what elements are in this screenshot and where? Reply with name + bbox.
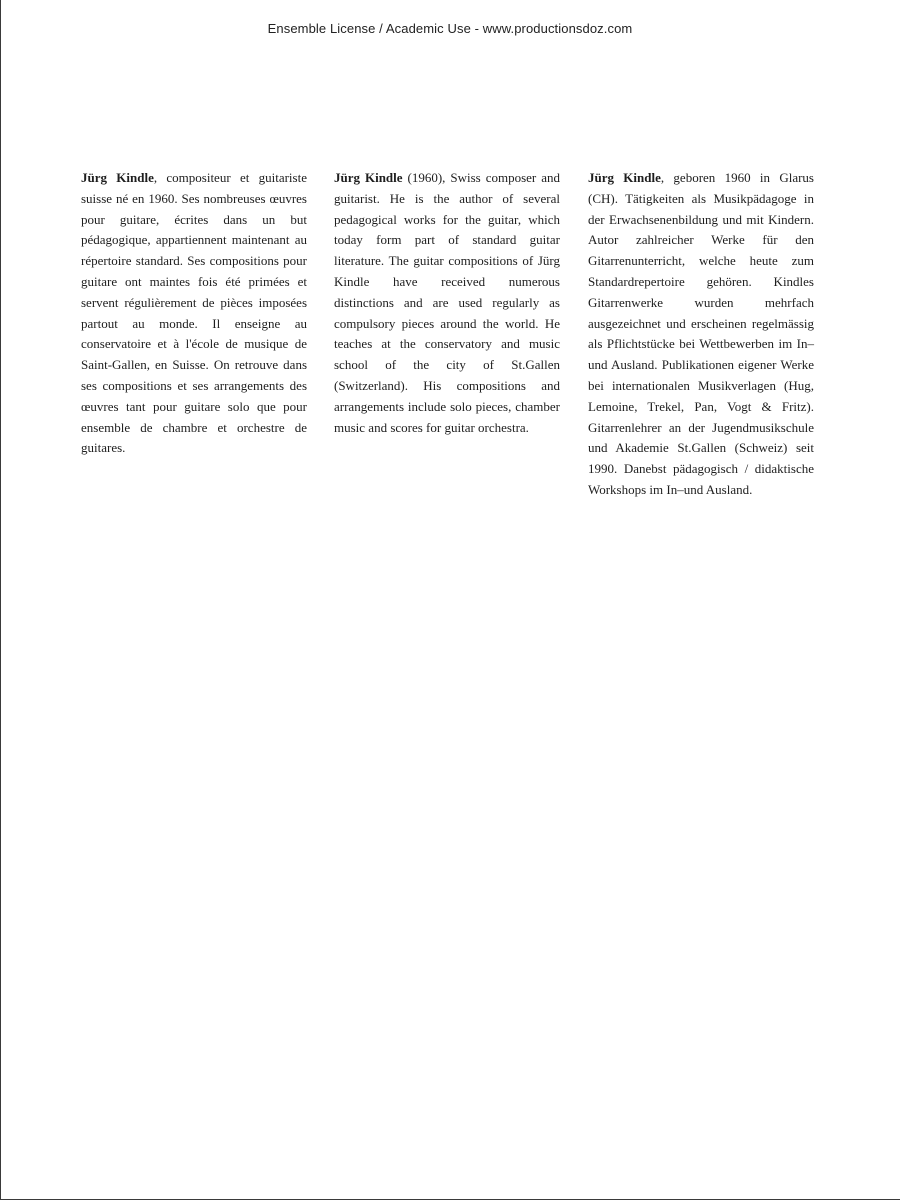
biography-english — [334, 168, 560, 438]
composer-name: Jürg Kindle — [81, 170, 154, 185]
biography-text: , geboren 1960 in Glarus (CH). Tätigkeiten als Musikpädagoge in der Erwachsenenbildung und mit Kindern. Autor zahlreicher Werke für den Gitarrenunterricht, welche heute zum Standardrepertoire gehören. Kindles Gitarrenwerke wurden mehrfach ausgezeichnet und erscheinen regelmässig als Pflichtstücke bei Wettbewerben im In–und Ausland. Publikationen eigener Werke bei internationalen Musikverlagen (Hug, Lemoine, Trekel, Pan, Vogt & Fritz). Gitarrenlehrer an der Jugendmusikschule und Akademie St.Gallen (Schweiz) seit 1990. Danebst pädagogisch / didaktische Workshops im In–und Ausland. — [588, 170, 814, 497]
biography-german — [588, 168, 814, 501]
biography-french — [81, 168, 307, 459]
biography-columns — [0, 168, 900, 588]
composer-name: Jürg Kindle — [588, 170, 661, 185]
biography-text: (1960), Swiss composer and guitarist. He is the author of several pedagogical works for the guitar, which today form part of standard guitar literature. The guitar compositions of Jürg Kindle have received numerous distinctions and are used regularly as compulsory pieces around the world. He teaches at the conservatory and music school of the city of St.Gallen (Switzerland). His compositions and arrangements include solo pieces, chamber music and scores for guitar orchestra. — [334, 170, 560, 435]
biography-text: , compositeur et guitariste suisse né en 1960. Ses nombreuses œuvres pour guitare, écrites dans un but pédagogique, appartiennent maintenant au répertoire standard. Ses compositions pour guitare ont maintes fois été primées et servent régulièrement de pièces imposées partout au monde. Il enseigne au conservatoire et à l'école de musique de Saint-Gallen, en Suisse. On retrouve dans ses compositions et ses arrangements des œuvres tant pour guitare solo que pour ensemble de chambre et orchestre de guitares. — [81, 170, 307, 456]
composer-name: Jürg Kindle — [334, 170, 403, 185]
license-header: Ensemble License / Academic Use - www.productionsdoz.com — [267, 21, 633, 36]
